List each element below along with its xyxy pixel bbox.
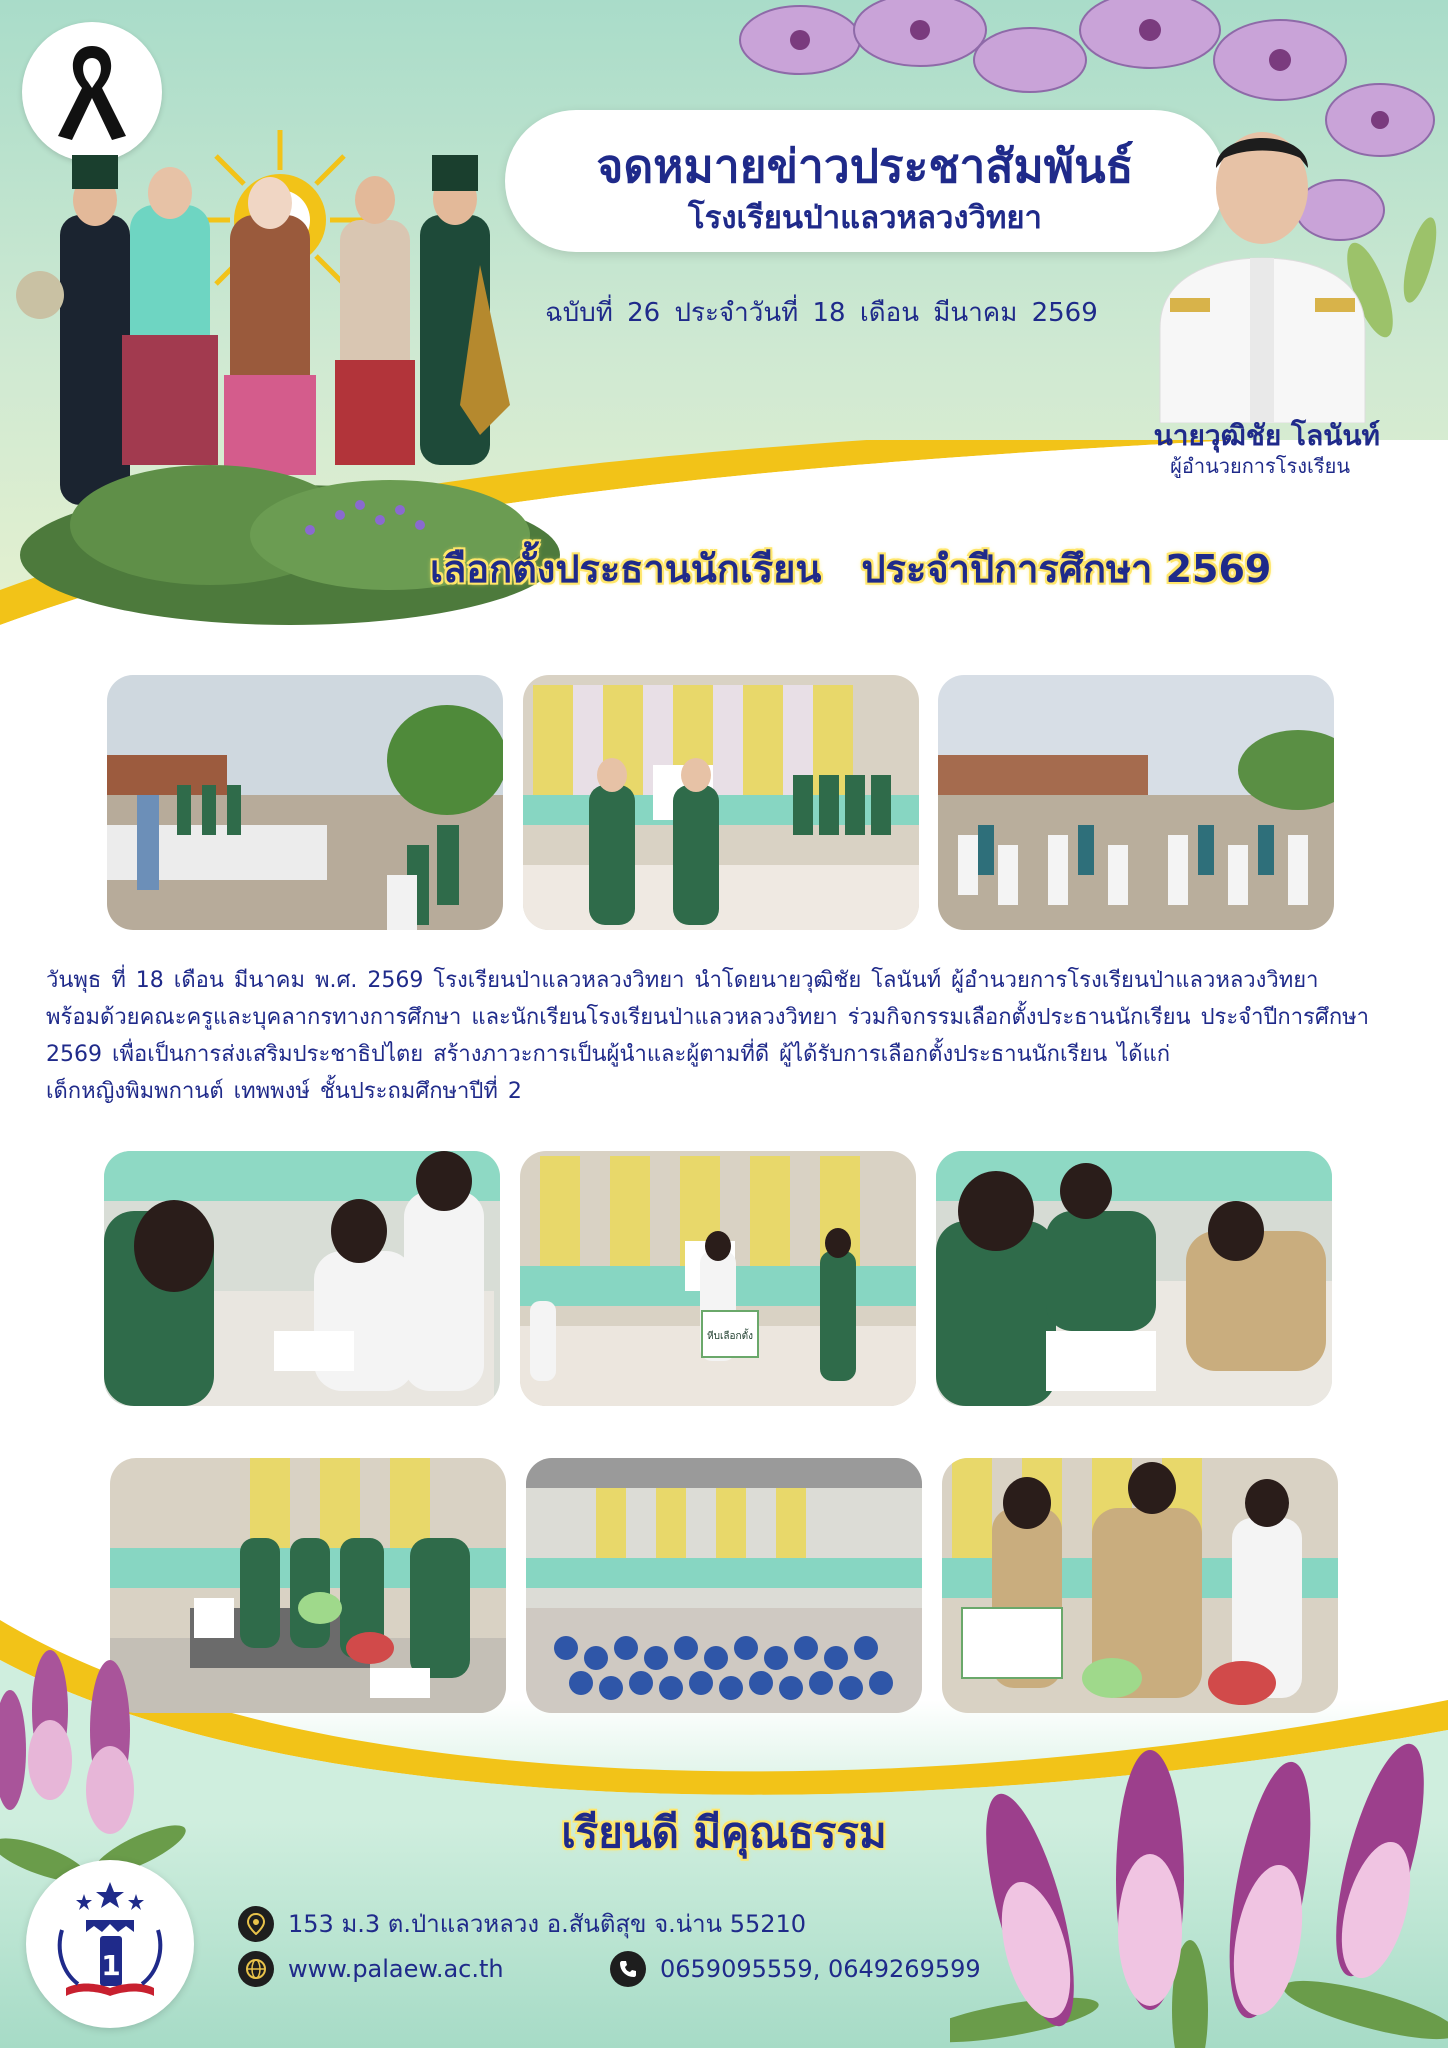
photo-students-gathering xyxy=(938,675,1334,930)
photo-scouts-writing xyxy=(936,1151,1332,1406)
issue-date-line: ฉบับที่ 26 ประจำวันที่ 18 เดือน มีนาคม 2569 xyxy=(545,298,1098,328)
photo-seated-students xyxy=(526,1458,922,1713)
headline-part-2: ประจำปีการศึกษา 2569 xyxy=(861,547,1272,591)
article-line-2: พร้อมด้วยคณะครูและบุคลากรทางการศึกษา และนักเรียนโรงเรียนป่าแลวหลวงวิทยา ร่วมกิจกรรมเลือกตั้งประธานนักเรียน ประจำปีการศึกษา xyxy=(46,1005,1370,1030)
school-motto: เรียนดี มีคุณธรรม xyxy=(561,1808,887,1857)
svg-text:1: 1 xyxy=(101,1949,121,1982)
article-body xyxy=(46,962,1406,1110)
address-line xyxy=(238,1904,806,1943)
phone-numbers[interactable]: 0659095559, 0649269599 xyxy=(660,1955,981,1983)
phone-line[interactable] xyxy=(610,1951,981,1987)
school-logo xyxy=(26,1860,194,2028)
address-text: 153 ม.3 ต.ป่าแลวหลวง อ.สันติสุข จ.น่าน 55210 xyxy=(288,1910,807,1938)
article-line-4: เด็กหญิงพิมพกานต์ เทพพงษ์ ชั้นประถมศึกษาปีที่ 2 xyxy=(46,1079,522,1104)
photo-candidates-stage xyxy=(523,675,919,930)
photo-ballot-casting xyxy=(942,1458,1338,1713)
director-title: ผู้อำนวยการโรงเรียน xyxy=(1170,454,1350,478)
newsletter-title: จดหมายข่าวประชาสัมพันธ์ xyxy=(596,139,1134,193)
director-name: นายวุฒิชัย โลนันท์ xyxy=(1153,419,1380,452)
director-portrait xyxy=(1150,108,1375,423)
photo-students-writing xyxy=(104,1151,500,1406)
newsletter-title-banner xyxy=(505,110,1225,252)
phone-icon xyxy=(610,1951,646,1987)
photo-assembly-field xyxy=(107,675,503,930)
ballot-box-label: หีบเลือกตั้ง xyxy=(707,1331,753,1342)
website-link[interactable]: www.palaew.ac.th xyxy=(288,1955,504,1983)
photo-ballot-box-stage xyxy=(520,1151,916,1406)
headline xyxy=(430,538,1330,599)
school-crest-icon xyxy=(26,1860,194,2028)
globe-icon xyxy=(238,1951,274,1987)
headline-part-1: เลือกตั้งประธานนักเรียน xyxy=(430,547,822,591)
school-name: โรงเรียนป่าแลวหลวงวิทยา xyxy=(688,200,1042,236)
website-line[interactable] xyxy=(238,1951,504,1987)
flower-decoration-right xyxy=(950,1710,1448,2048)
article-line-3: 2569 เพื่อเป็นการส่งเสริมประชาธิปไตย สร้างภาวะการเป็นผู้นำและผู้ตามที่ดี ผู้ได้รับการเลือกตั้งประธานนักเรียน ได้แก่ xyxy=(46,1042,1171,1067)
article-line-1: วันพุธ ที่ 18 เดือน มีนาคม พ.ศ. 2569 โรงเรียนป่าแลวหลวงวิทยา นำโดยนายวุฒิชัย โลนันท์ ผู้อำนวยการโรงเรียนป่าแลวหลวงวิทยา xyxy=(46,968,1319,993)
location-pin-icon xyxy=(238,1906,274,1942)
